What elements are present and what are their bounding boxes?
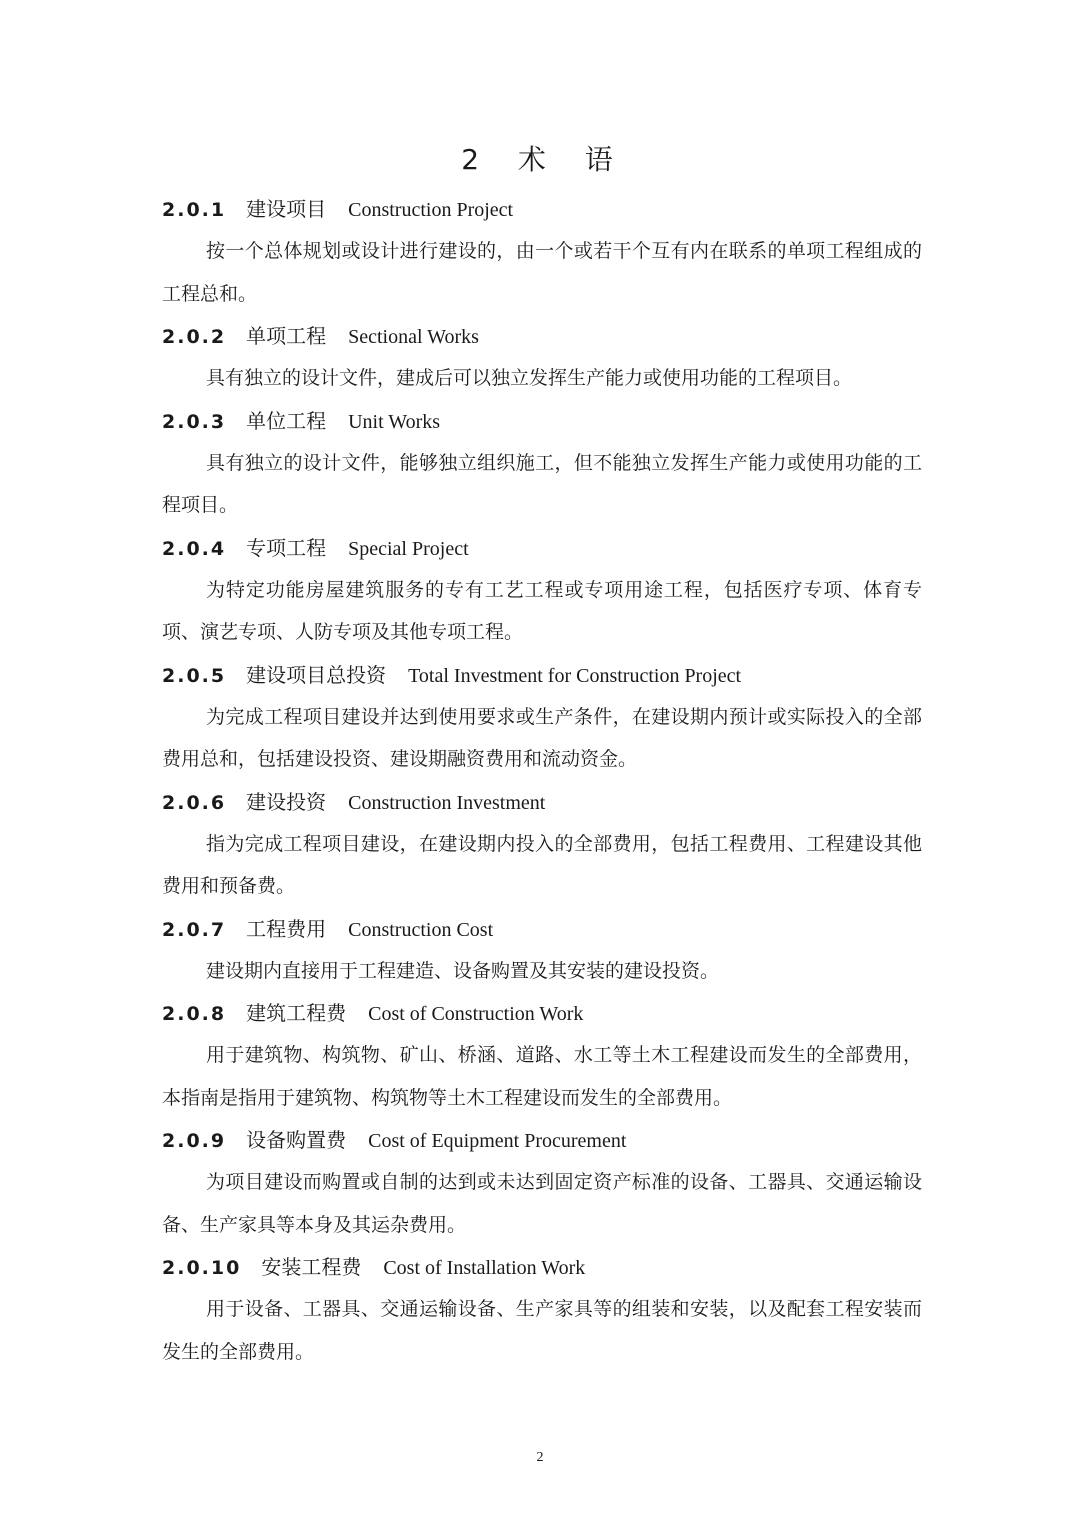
page-title: 2 术 语 xyxy=(461,143,619,176)
term-definition: 建设期内直接用于工程建造、设备购置及其安装的建设投资。 xyxy=(206,959,720,982)
term-chinese-name: 建设项目 xyxy=(246,197,327,221)
term-english-name: Special Project xyxy=(348,537,469,560)
term-heading xyxy=(162,1246,922,1288)
term-entry xyxy=(162,315,922,400)
term-number: 2.0.5 xyxy=(162,664,227,687)
term-number: 2.0.4 xyxy=(162,537,227,560)
term-heading xyxy=(162,315,922,357)
term-english-name: Cost of Construction Work xyxy=(368,1003,584,1025)
term-definition: 用于设备、工器具、交通运输设备、生产家具等的组装和安装，以及配套工程安装而发生的全部费用。 xyxy=(162,1298,922,1363)
term-chinese-name: 设备购置费 xyxy=(246,1128,347,1152)
term-chinese-name: 工程费用 xyxy=(246,916,327,941)
term-entry xyxy=(162,654,922,781)
term-definition: 具有独立的设计文件，建成后可以独立发挥生产能力或使用功能的工程项目。 xyxy=(206,367,853,389)
term-english-name: Cost of Equipment Procurement xyxy=(368,1130,627,1152)
term-definition: 用于建筑物、构筑物、矿山、桥涵、道路、水工等土木工程建设而发生的全部费用，本指南是指用于建筑物、构筑物等土木工程建设而发生的全部费用。 xyxy=(162,1044,922,1109)
term-entry xyxy=(162,1119,922,1246)
term-heading xyxy=(162,400,922,442)
term-english-name: Sectional Works xyxy=(348,326,479,348)
term-chinese-name: 安装工程费 xyxy=(261,1255,362,1279)
term-heading xyxy=(162,527,922,569)
term-entry xyxy=(162,992,922,1119)
term-entry xyxy=(162,527,922,654)
term-heading xyxy=(162,654,922,696)
term-entry xyxy=(162,1246,922,1373)
term-definition: 为特定功能房屋建筑服务的专有工艺工程或专项用途工程，包括医疗专项、体育专项、演艺专项、人防专项及其他专项工程。 xyxy=(162,578,922,643)
term-chinese-name: 单项工程 xyxy=(246,324,327,348)
term-chinese-name: 建设投资 xyxy=(246,789,327,814)
term-heading xyxy=(162,781,922,823)
term-entry xyxy=(162,781,922,908)
term-english-name: Total Investment for Construction Project xyxy=(408,664,742,687)
term-number: 2.0.9 xyxy=(162,1130,227,1152)
term-definition: 为完成工程项目建设并达到使用要求或生产条件，在建设期内预计或实际投入的全部费用总和，包括建设投资、建设期融资费用和流动资金。 xyxy=(162,705,922,770)
term-number: 2.0.10 xyxy=(162,1257,242,1279)
page-number: 2 xyxy=(536,1450,544,1465)
terms-list xyxy=(162,188,922,1373)
term-number: 2.0.8 xyxy=(162,1003,227,1025)
term-number: 2.0.3 xyxy=(162,410,227,433)
term-definition: 为项目建设而购置或自制的达到或未达到固定资产标准的设备、工器具、交通运输设备、生产家具等本身及其运杂费用。 xyxy=(162,1171,922,1236)
term-heading xyxy=(162,188,922,230)
term-english-name: Construction Investment xyxy=(348,791,546,814)
term-number: 2.0.6 xyxy=(162,791,227,814)
term-english-name: Cost of Installation Work xyxy=(383,1257,586,1279)
term-entry xyxy=(162,908,922,993)
term-number: 2.0.2 xyxy=(162,326,227,348)
term-number: 2.0.7 xyxy=(162,918,227,941)
term-english-name: Construction Project xyxy=(348,199,514,221)
term-heading xyxy=(162,908,922,950)
term-chinese-name: 建设项目总投资 xyxy=(246,662,387,687)
term-number: 2.0.1 xyxy=(162,199,227,221)
term-heading xyxy=(162,1119,922,1161)
term-heading xyxy=(162,992,922,1034)
term-english-name: Construction Cost xyxy=(348,918,494,941)
term-definition: 指为完成工程项目建设，在建设期内投入的全部费用，包括工程费用、工程建设其他费用和预备费。 xyxy=(162,832,922,897)
term-definition: 具有独立的设计文件，能够独立组织施工，但不能独立发挥生产能力或使用功能的工程项目。 xyxy=(162,451,922,516)
term-chinese-name: 专项工程 xyxy=(246,535,327,560)
term-chinese-name: 建筑工程费 xyxy=(246,1001,347,1025)
term-entry xyxy=(162,400,922,527)
term-definition: 按一个总体规划或设计进行建设的，由一个或若干个互有内在联系的单项工程组成的工程总和。 xyxy=(162,240,922,305)
term-english-name: Unit Works xyxy=(348,410,441,433)
term-entry xyxy=(162,188,922,315)
term-chinese-name: 单位工程 xyxy=(246,408,327,433)
